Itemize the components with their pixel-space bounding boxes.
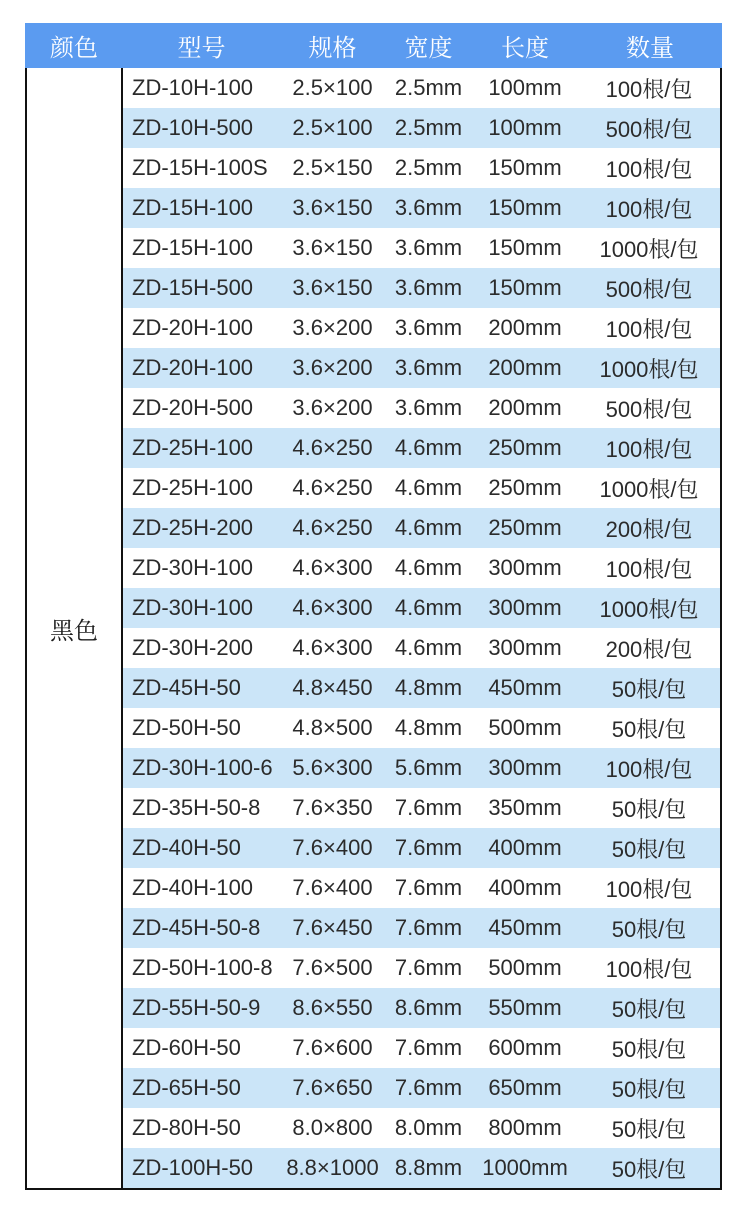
table-row — [123, 748, 720, 788]
cell-length: 450mm — [488, 915, 562, 940]
cell-qty: 100根/包 — [605, 76, 693, 102]
cell-length: 150mm — [488, 155, 562, 180]
cell-length: 300mm — [488, 635, 562, 660]
cell-qty: 100根/包 — [605, 876, 693, 902]
cell-qty: 50根/包 — [611, 1116, 687, 1142]
cell-width: 7.6mm — [394, 1035, 463, 1060]
cell-length: 350mm — [488, 795, 562, 820]
table-body — [25, 68, 722, 1190]
table-row — [123, 1148, 720, 1188]
cell-model: ZD-45H-50 — [132, 675, 241, 700]
cell-model: ZD-25H-200 — [132, 515, 254, 540]
cell-qty: 50根/包 — [611, 1156, 687, 1182]
cell-model: ZD-40H-50 — [132, 835, 241, 860]
cell-model: ZD-40H-100 — [132, 875, 254, 900]
cell-width: 2.5mm — [394, 115, 463, 140]
cell-spec: 3.6×200 — [292, 355, 373, 380]
cell-width: 7.6mm — [394, 955, 463, 980]
cell-spec: 3.6×150 — [292, 235, 373, 260]
cell-spec: 7.6×500 — [292, 955, 373, 980]
cell-qty: 500根/包 — [605, 276, 693, 302]
cell-spec: 4.6×250 — [292, 515, 373, 540]
cell-length: 150mm — [488, 275, 562, 300]
table-row — [123, 668, 720, 708]
cell-spec: 2.5×150 — [292, 155, 373, 180]
table-row — [123, 708, 720, 748]
table-row — [123, 428, 720, 468]
cell-width: 2.5mm — [394, 75, 463, 100]
table-row — [123, 148, 720, 188]
product-spec-table — [25, 23, 722, 1190]
cell-qty: 50根/包 — [611, 676, 687, 702]
cell-model: ZD-50H-100-8 — [132, 955, 273, 980]
cell-width: 4.6mm — [394, 595, 463, 620]
table-row — [123, 868, 720, 908]
cell-spec: 7.6×450 — [292, 915, 373, 940]
cell-qty: 500根/包 — [605, 396, 693, 422]
table-row — [123, 788, 720, 828]
cell-length: 600mm — [488, 1035, 562, 1060]
cell-length: 500mm — [488, 955, 562, 980]
color-group-label: 黑色 — [50, 617, 98, 645]
cell-length: 200mm — [488, 395, 562, 420]
header-cell-length: 长度 — [501, 35, 549, 62]
cell-model: ZD-15H-100 — [132, 195, 254, 220]
cell-width: 4.6mm — [394, 435, 463, 460]
cell-qty: 100根/包 — [605, 436, 693, 462]
cell-spec: 4.6×250 — [292, 435, 373, 460]
cell-length: 1000mm — [482, 1155, 568, 1180]
cell-length: 400mm — [488, 835, 562, 860]
cell-qty: 100根/包 — [605, 156, 693, 182]
cell-length: 650mm — [488, 1075, 562, 1100]
header-cell-model: 型号 — [177, 35, 226, 62]
header-cell-qty: 数量 — [626, 35, 674, 62]
cell-length: 200mm — [488, 315, 562, 340]
cell-length: 300mm — [488, 555, 562, 580]
cell-model: ZD-20H-100 — [132, 355, 254, 380]
table-row — [123, 1108, 720, 1148]
cell-width: 4.6mm — [394, 555, 463, 580]
cell-length: 300mm — [488, 755, 562, 780]
table-row — [123, 588, 720, 628]
table-row — [123, 548, 720, 588]
cell-qty: 100根/包 — [605, 316, 693, 342]
cell-model: ZD-60H-50 — [132, 1035, 241, 1060]
cell-width: 5.6mm — [394, 755, 463, 780]
cell-width: 4.6mm — [394, 475, 463, 500]
cell-spec: 4.6×250 — [292, 475, 373, 500]
table-row — [123, 468, 720, 508]
cell-width: 7.6mm — [394, 1075, 463, 1100]
cell-spec: 4.8×450 — [292, 675, 373, 700]
cell-qty: 1000根/包 — [599, 476, 699, 502]
cell-spec: 7.6×600 — [292, 1035, 373, 1060]
cell-spec: 7.6×650 — [292, 1075, 373, 1100]
cell-spec: 3.6×150 — [292, 195, 373, 220]
cell-spec: 7.6×400 — [292, 835, 373, 860]
cell-spec: 4.6×300 — [292, 595, 373, 620]
cell-qty: 50根/包 — [611, 796, 687, 822]
cell-width: 4.6mm — [394, 515, 463, 540]
cell-model: ZD-100H-50 — [132, 1155, 254, 1180]
table-row — [123, 268, 720, 308]
table-row — [123, 308, 720, 348]
cell-model: ZD-20H-100 — [132, 315, 254, 340]
cell-length: 550mm — [488, 995, 562, 1020]
table-row — [123, 188, 720, 228]
table-row — [123, 948, 720, 988]
cell-length: 250mm — [488, 515, 562, 540]
cell-model: ZD-65H-50 — [132, 1075, 241, 1100]
cell-spec: 4.6×300 — [292, 555, 373, 580]
cell-model: ZD-20H-500 — [132, 395, 254, 420]
cell-length: 500mm — [488, 715, 562, 740]
table-row — [123, 348, 720, 388]
cell-width: 4.8mm — [394, 675, 463, 700]
cell-model: ZD-30H-100 — [132, 595, 254, 620]
header-cell-color: 颜色 — [50, 35, 98, 62]
cell-model: ZD-10H-500 — [132, 115, 254, 140]
table-row — [123, 388, 720, 428]
cell-width: 4.8mm — [394, 715, 463, 740]
cell-width: 7.6mm — [394, 915, 463, 940]
cell-model: ZD-10H-100 — [132, 75, 254, 100]
cell-width: 7.6mm — [394, 795, 463, 820]
table-row — [123, 828, 720, 868]
cell-model: ZD-15H-100S — [132, 155, 268, 180]
cell-width: 3.6mm — [394, 355, 463, 380]
cell-qty: 100根/包 — [605, 196, 693, 222]
table-row — [123, 108, 720, 148]
cell-length: 250mm — [488, 435, 562, 460]
cell-spec: 3.6×150 — [292, 275, 373, 300]
cell-model: ZD-55H-50-9 — [132, 995, 261, 1020]
cell-qty: 200根/包 — [605, 636, 693, 662]
cell-width: 2.5mm — [394, 155, 463, 180]
table-row — [123, 228, 720, 268]
cell-qty: 50根/包 — [611, 716, 687, 742]
cell-spec: 4.8×500 — [292, 715, 373, 740]
cell-width: 8.0mm — [394, 1115, 463, 1140]
cell-qty: 100根/包 — [605, 556, 693, 582]
cell-spec: 8.0×800 — [292, 1115, 373, 1140]
cell-model: ZD-30H-100 — [132, 555, 254, 580]
table-row — [123, 628, 720, 668]
cell-model: ZD-30H-100-6 — [132, 755, 273, 780]
cell-qty: 500根/包 — [605, 116, 693, 142]
cell-width: 3.6mm — [394, 195, 463, 220]
cell-length: 200mm — [488, 355, 562, 380]
table-row — [123, 68, 720, 108]
cell-model: ZD-15H-100 — [132, 235, 254, 260]
cell-width: 3.6mm — [394, 235, 463, 260]
cell-model: ZD-50H-50 — [132, 715, 241, 740]
table-header-row — [25, 23, 722, 68]
cell-length: 150mm — [488, 235, 562, 260]
header-cell-width: 宽度 — [404, 35, 453, 62]
cell-spec: 2.5×100 — [292, 115, 373, 140]
cell-qty: 1000根/包 — [599, 596, 699, 622]
cell-length: 150mm — [488, 195, 562, 220]
table-row — [123, 988, 720, 1028]
table-row — [123, 908, 720, 948]
cell-length: 300mm — [488, 595, 562, 620]
cell-width: 3.6mm — [394, 315, 463, 340]
cell-spec: 5.6×300 — [292, 755, 373, 780]
cell-qty: 50根/包 — [611, 836, 687, 862]
cell-length: 400mm — [488, 875, 562, 900]
cell-spec: 8.8×1000 — [286, 1155, 379, 1180]
cell-qty: 100根/包 — [605, 756, 693, 782]
header-cell-spec: 规格 — [308, 35, 357, 62]
rows-container — [123, 68, 720, 1188]
cell-spec: 7.6×350 — [292, 795, 373, 820]
cell-length: 100mm — [488, 115, 562, 140]
cell-model: ZD-30H-200 — [132, 635, 254, 660]
table-row — [123, 1068, 720, 1108]
cell-model: ZD-35H-50-8 — [132, 795, 261, 820]
cell-qty: 50根/包 — [611, 1076, 687, 1102]
cell-width: 8.6mm — [394, 995, 463, 1020]
color-group-cell — [27, 68, 123, 1188]
cell-length: 100mm — [488, 75, 562, 100]
cell-qty: 100根/包 — [605, 956, 693, 982]
cell-length: 250mm — [488, 475, 562, 500]
cell-width: 8.8mm — [394, 1155, 463, 1180]
cell-model: ZD-25H-100 — [132, 475, 254, 500]
cell-qty: 50根/包 — [611, 996, 687, 1022]
cell-width: 7.6mm — [394, 835, 463, 860]
cell-spec: 4.6×300 — [292, 635, 373, 660]
table-row — [123, 1028, 720, 1068]
cell-length: 800mm — [488, 1115, 562, 1140]
cell-width: 4.6mm — [394, 635, 463, 660]
cell-spec: 2.5×100 — [292, 75, 373, 100]
cell-model: ZD-45H-50-8 — [132, 915, 261, 940]
cell-length: 450mm — [488, 675, 562, 700]
cell-qty: 50根/包 — [611, 1036, 687, 1062]
cell-model: ZD-80H-50 — [132, 1115, 241, 1140]
cell-spec: 7.6×400 — [292, 875, 373, 900]
cell-width: 3.6mm — [394, 275, 463, 300]
cell-qty: 1000根/包 — [599, 356, 699, 382]
cell-spec: 8.6×550 — [292, 995, 373, 1020]
cell-qty: 1000根/包 — [599, 236, 699, 262]
cell-qty: 200根/包 — [605, 516, 693, 542]
cell-spec: 3.6×200 — [292, 315, 373, 340]
cell-model: ZD-25H-100 — [132, 435, 254, 460]
cell-model: ZD-15H-500 — [132, 275, 254, 300]
cell-width: 3.6mm — [394, 395, 463, 420]
cell-qty: 50根/包 — [611, 916, 687, 942]
cell-spec: 3.6×200 — [292, 395, 373, 420]
cell-width: 7.6mm — [394, 875, 463, 900]
table-row — [123, 508, 720, 548]
